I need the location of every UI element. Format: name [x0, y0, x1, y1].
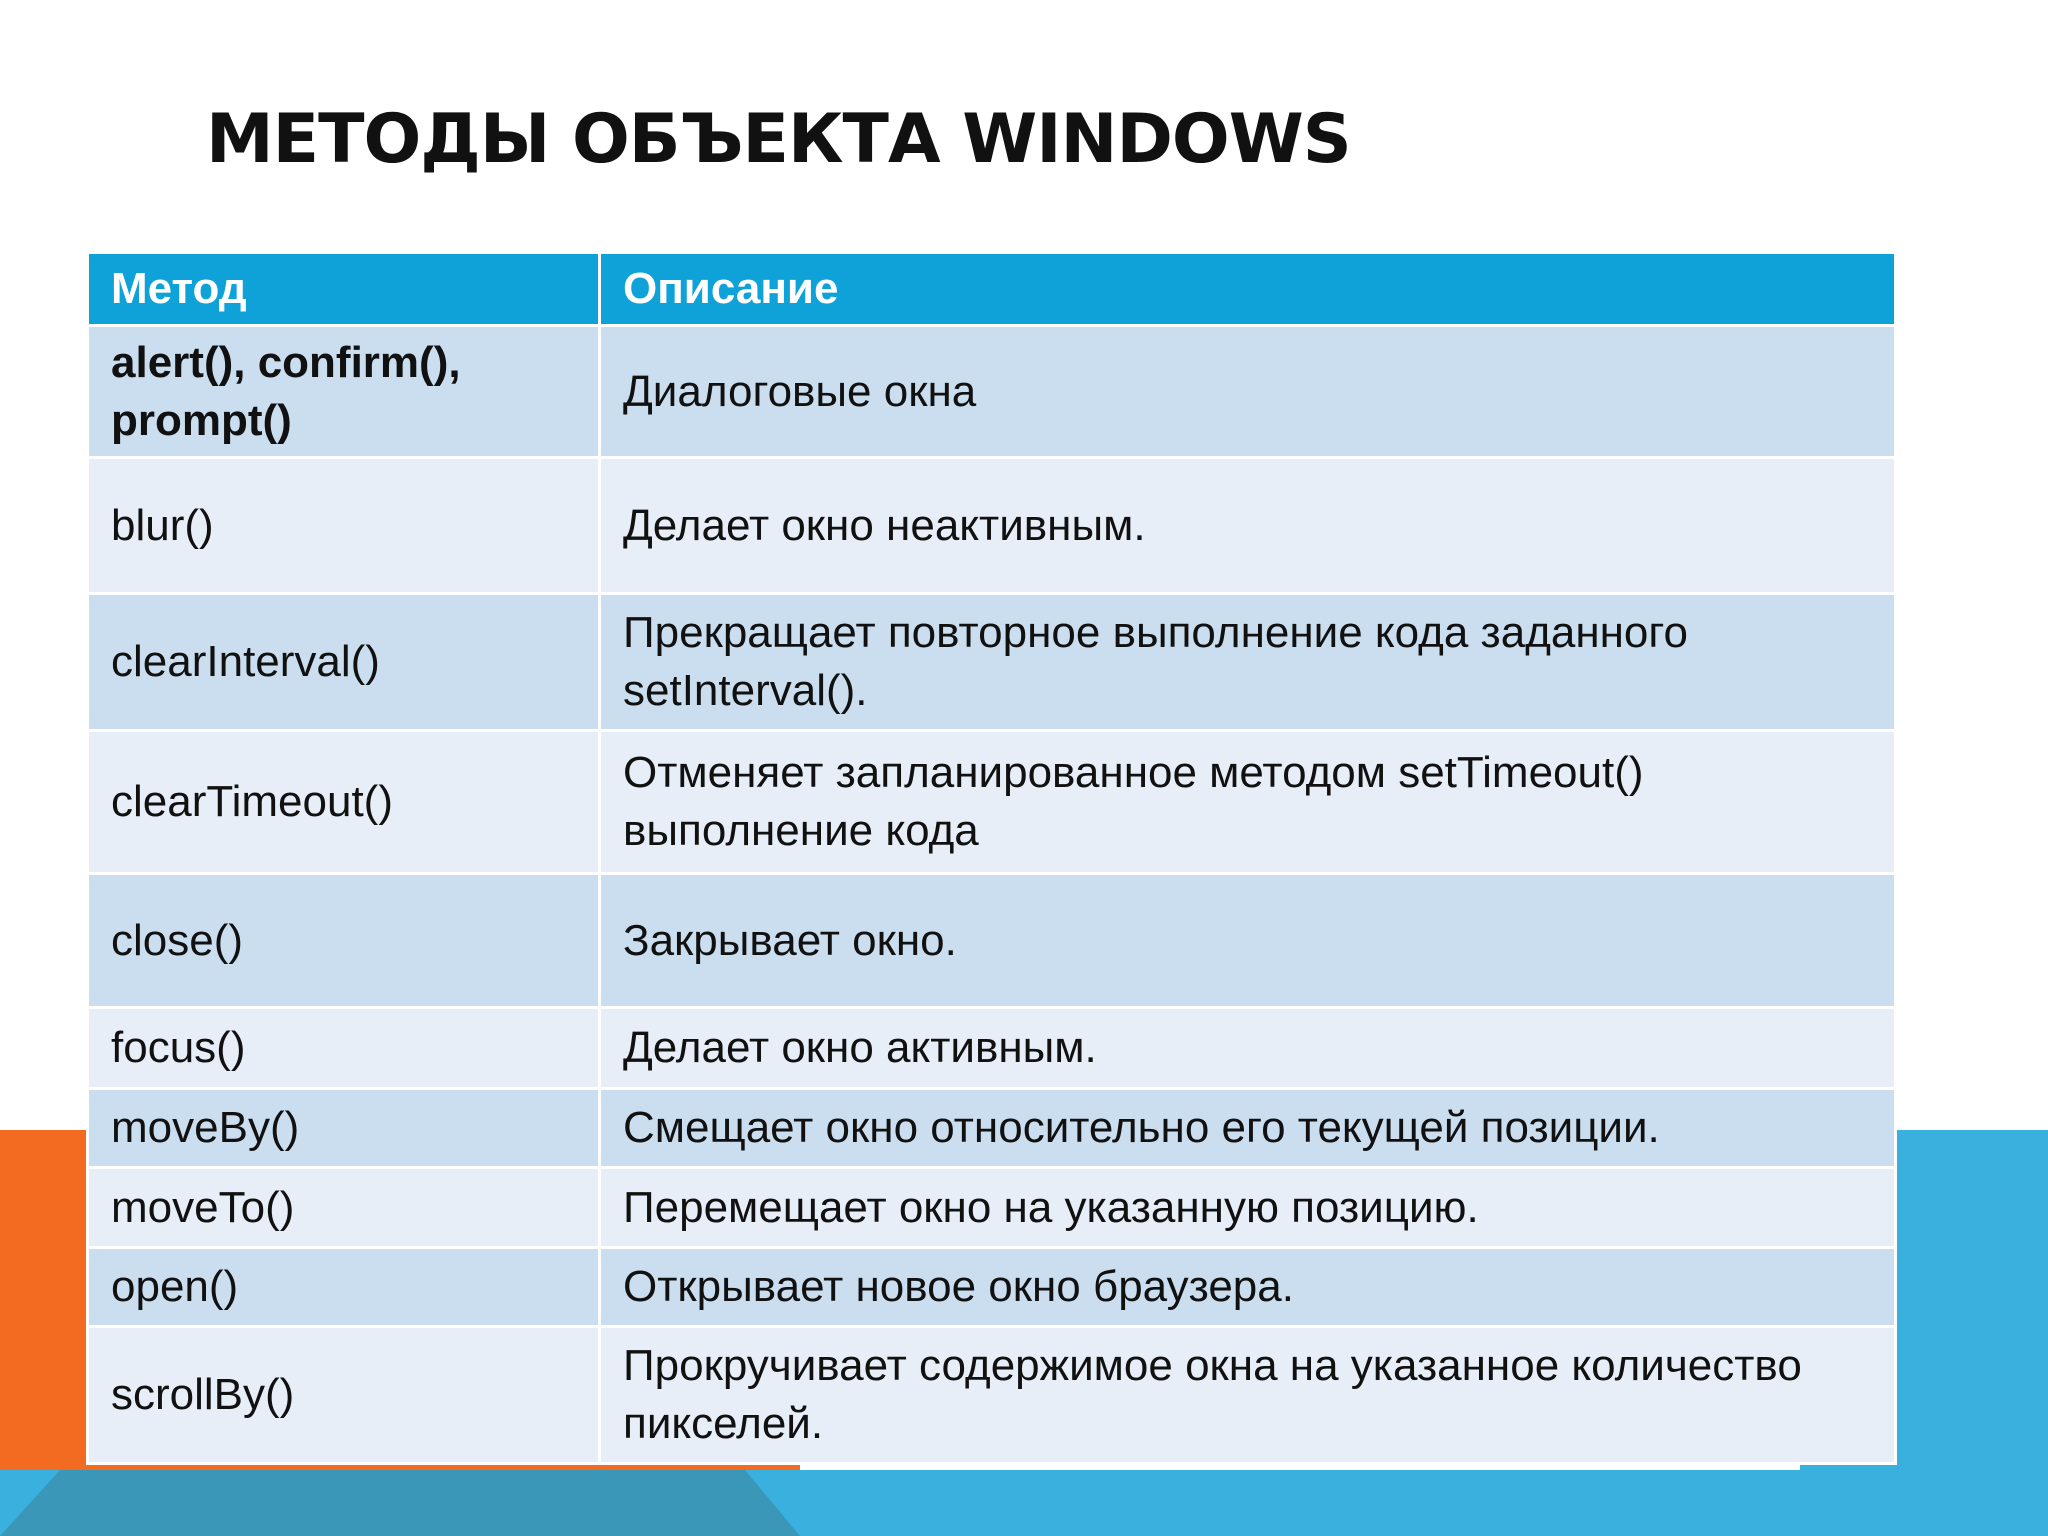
- decor-dark-shape: [0, 1470, 800, 1536]
- method-cell: focus(): [88, 1008, 600, 1089]
- description-cell: Делает окно неактивным.: [600, 458, 1896, 594]
- table-row: [88, 1168, 1896, 1248]
- table-row: [88, 1248, 1896, 1327]
- method-cell: alert(), confirm(), prompt(): [88, 326, 600, 458]
- table-row: [88, 1327, 1896, 1464]
- table-row: [88, 594, 1896, 731]
- description-cell: Открывает новое окно браузера.: [600, 1248, 1896, 1327]
- method-cell: blur(): [88, 458, 600, 594]
- method-cell: moveTo(): [88, 1168, 600, 1248]
- description-cell: Перемещает окно на указанную позицию.: [600, 1168, 1896, 1248]
- methods-table: [86, 251, 1897, 1465]
- header-description: Описание: [600, 253, 1896, 326]
- method-cell: open(): [88, 1248, 600, 1327]
- table-row: [88, 458, 1896, 594]
- methods-table-container: [86, 251, 1894, 1465]
- method-cell: clearInterval(): [88, 594, 600, 731]
- table-row: [88, 731, 1896, 874]
- description-cell: Прокручивает содержимое окна на указанное количество пикселей.: [600, 1327, 1896, 1464]
- description-cell: Диалоговые окна: [600, 326, 1896, 458]
- table-header-row: [88, 253, 1896, 326]
- description-cell: Закрывает окно.: [600, 874, 1896, 1008]
- table-row: [88, 1089, 1896, 1168]
- method-cell: clearTimeout(): [88, 731, 600, 874]
- description-cell: Отменяет запланированное методом setTimeout() выполнение кода: [600, 731, 1896, 874]
- table-row: [88, 1008, 1896, 1089]
- table-row: [88, 326, 1896, 458]
- header-method: Метод: [88, 253, 600, 326]
- method-cell: moveBy(): [88, 1089, 600, 1168]
- description-cell: Делает окно активным.: [600, 1008, 1896, 1089]
- description-cell: Прекращает повторное выполнение кода заданного setInterval().: [600, 594, 1896, 731]
- table-row: [88, 874, 1896, 1008]
- description-cell: Смещает окно относительно его текущей позиции.: [600, 1089, 1896, 1168]
- slide-title: МЕТОДЫ ОБЪЕКТА WINDOWS: [206, 100, 1351, 179]
- method-cell: scrollBy(): [88, 1327, 600, 1464]
- method-cell: close(): [88, 874, 600, 1008]
